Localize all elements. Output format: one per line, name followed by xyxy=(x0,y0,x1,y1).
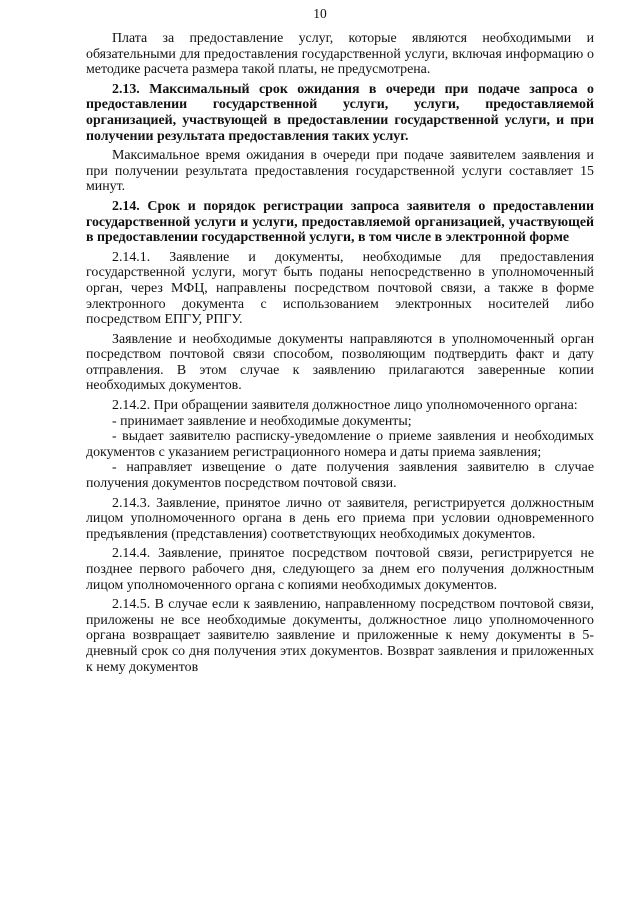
paragraph-2-14-1: 2.14.1. Заявление и документы, необходимые для предоставления государственной услуги, могут быть поданы непосредственно в уполномоченный орган, через МФЦ, направлены посредством почтовой связи, а также в форме электронного документа с использованием электронных носителей либо посредством ЕПГУ, РПГУ. xyxy=(86,249,594,328)
paragraph-2-14-4: 2.14.4. Заявление, принятое посредством почтовой связи, регистрируется не позднее первого рабочего дня, следующего за днем его получения должностным лицом уполномоченного органа с копиями необходимых документов. xyxy=(86,546,594,593)
list-item-issues-receipt: - выдает заявителю расписку-уведомление о приеме заявления и необходимых документов с указанием регистрационного номера и даты приема заявления; xyxy=(86,429,594,460)
section-heading-2-13: 2.13. Максимальный срок ожидания в очереди при подаче запроса о предоставлении государственной услуги, услуги, предоставляемой организацией, участвующей в предоставлении государственной услуги, и при получении результата предоставления таких услуг. xyxy=(86,81,594,144)
paragraph-fee-info: Плата за предоставление услуг, которые являются необходимыми и обязательными для предоставления государственной услуги, включая информацию о методике расчета размера такой платы, не предусмотрена. xyxy=(86,31,594,78)
paragraph-2-14-5: 2.14.5. В случае если к заявлению, направленному посредством почтовой связи, приложены не все необходимые документы, должностное лицо уполномоченного органа возвращает заявителю заявление и приложенные к нему документы в 5-дневный срок со дня получения этих документов. Возврат заявления и приложенных к нему документов xyxy=(86,597,594,675)
list-item-accepts: - принимает заявление и необходимые документы; xyxy=(112,413,412,429)
paragraph-2-14-3: 2.14.3. Заявление, принятое лично от заявителя, регистрируется должностным лицом уполномоченного органа в день его приема при условии одновременного предъявления (представления) соответствующих необходимых документов. xyxy=(86,495,594,542)
section-heading-2-14: 2.14. Срок и порядок регистрации запроса заявителя о предоставлении государственной услуги и услуги, предоставляемой организацией, участвующей в предоставлении государственной услуги, в том числе в электронной форме xyxy=(86,198,594,246)
list-item-sends-notice: - направляет извещение о дате получения заявления заявителю в случае получения документов посредством почтовой связи. xyxy=(86,460,594,492)
paragraph-postal-submission: Заявление и необходимые документы направляются в уполномоченный орган посредством почтовой связи способом, позволяющим подтвердить факт и дату отправления. В этом случае к заявлению прилагаются заверенные копии необходимых документов. xyxy=(86,331,594,394)
document-body xyxy=(86,31,594,675)
page-number: 10 xyxy=(313,6,327,21)
paragraph-2-14-2: 2.14.2. При обращении заявителя должностное лицо уполномоченного органа: xyxy=(112,398,578,414)
paragraph-wait-time: Максимальное время ожидания в очереди при подаче заявителем заявления и при получении результата предоставления государственной услуги составляет 15 минут. xyxy=(86,148,594,195)
